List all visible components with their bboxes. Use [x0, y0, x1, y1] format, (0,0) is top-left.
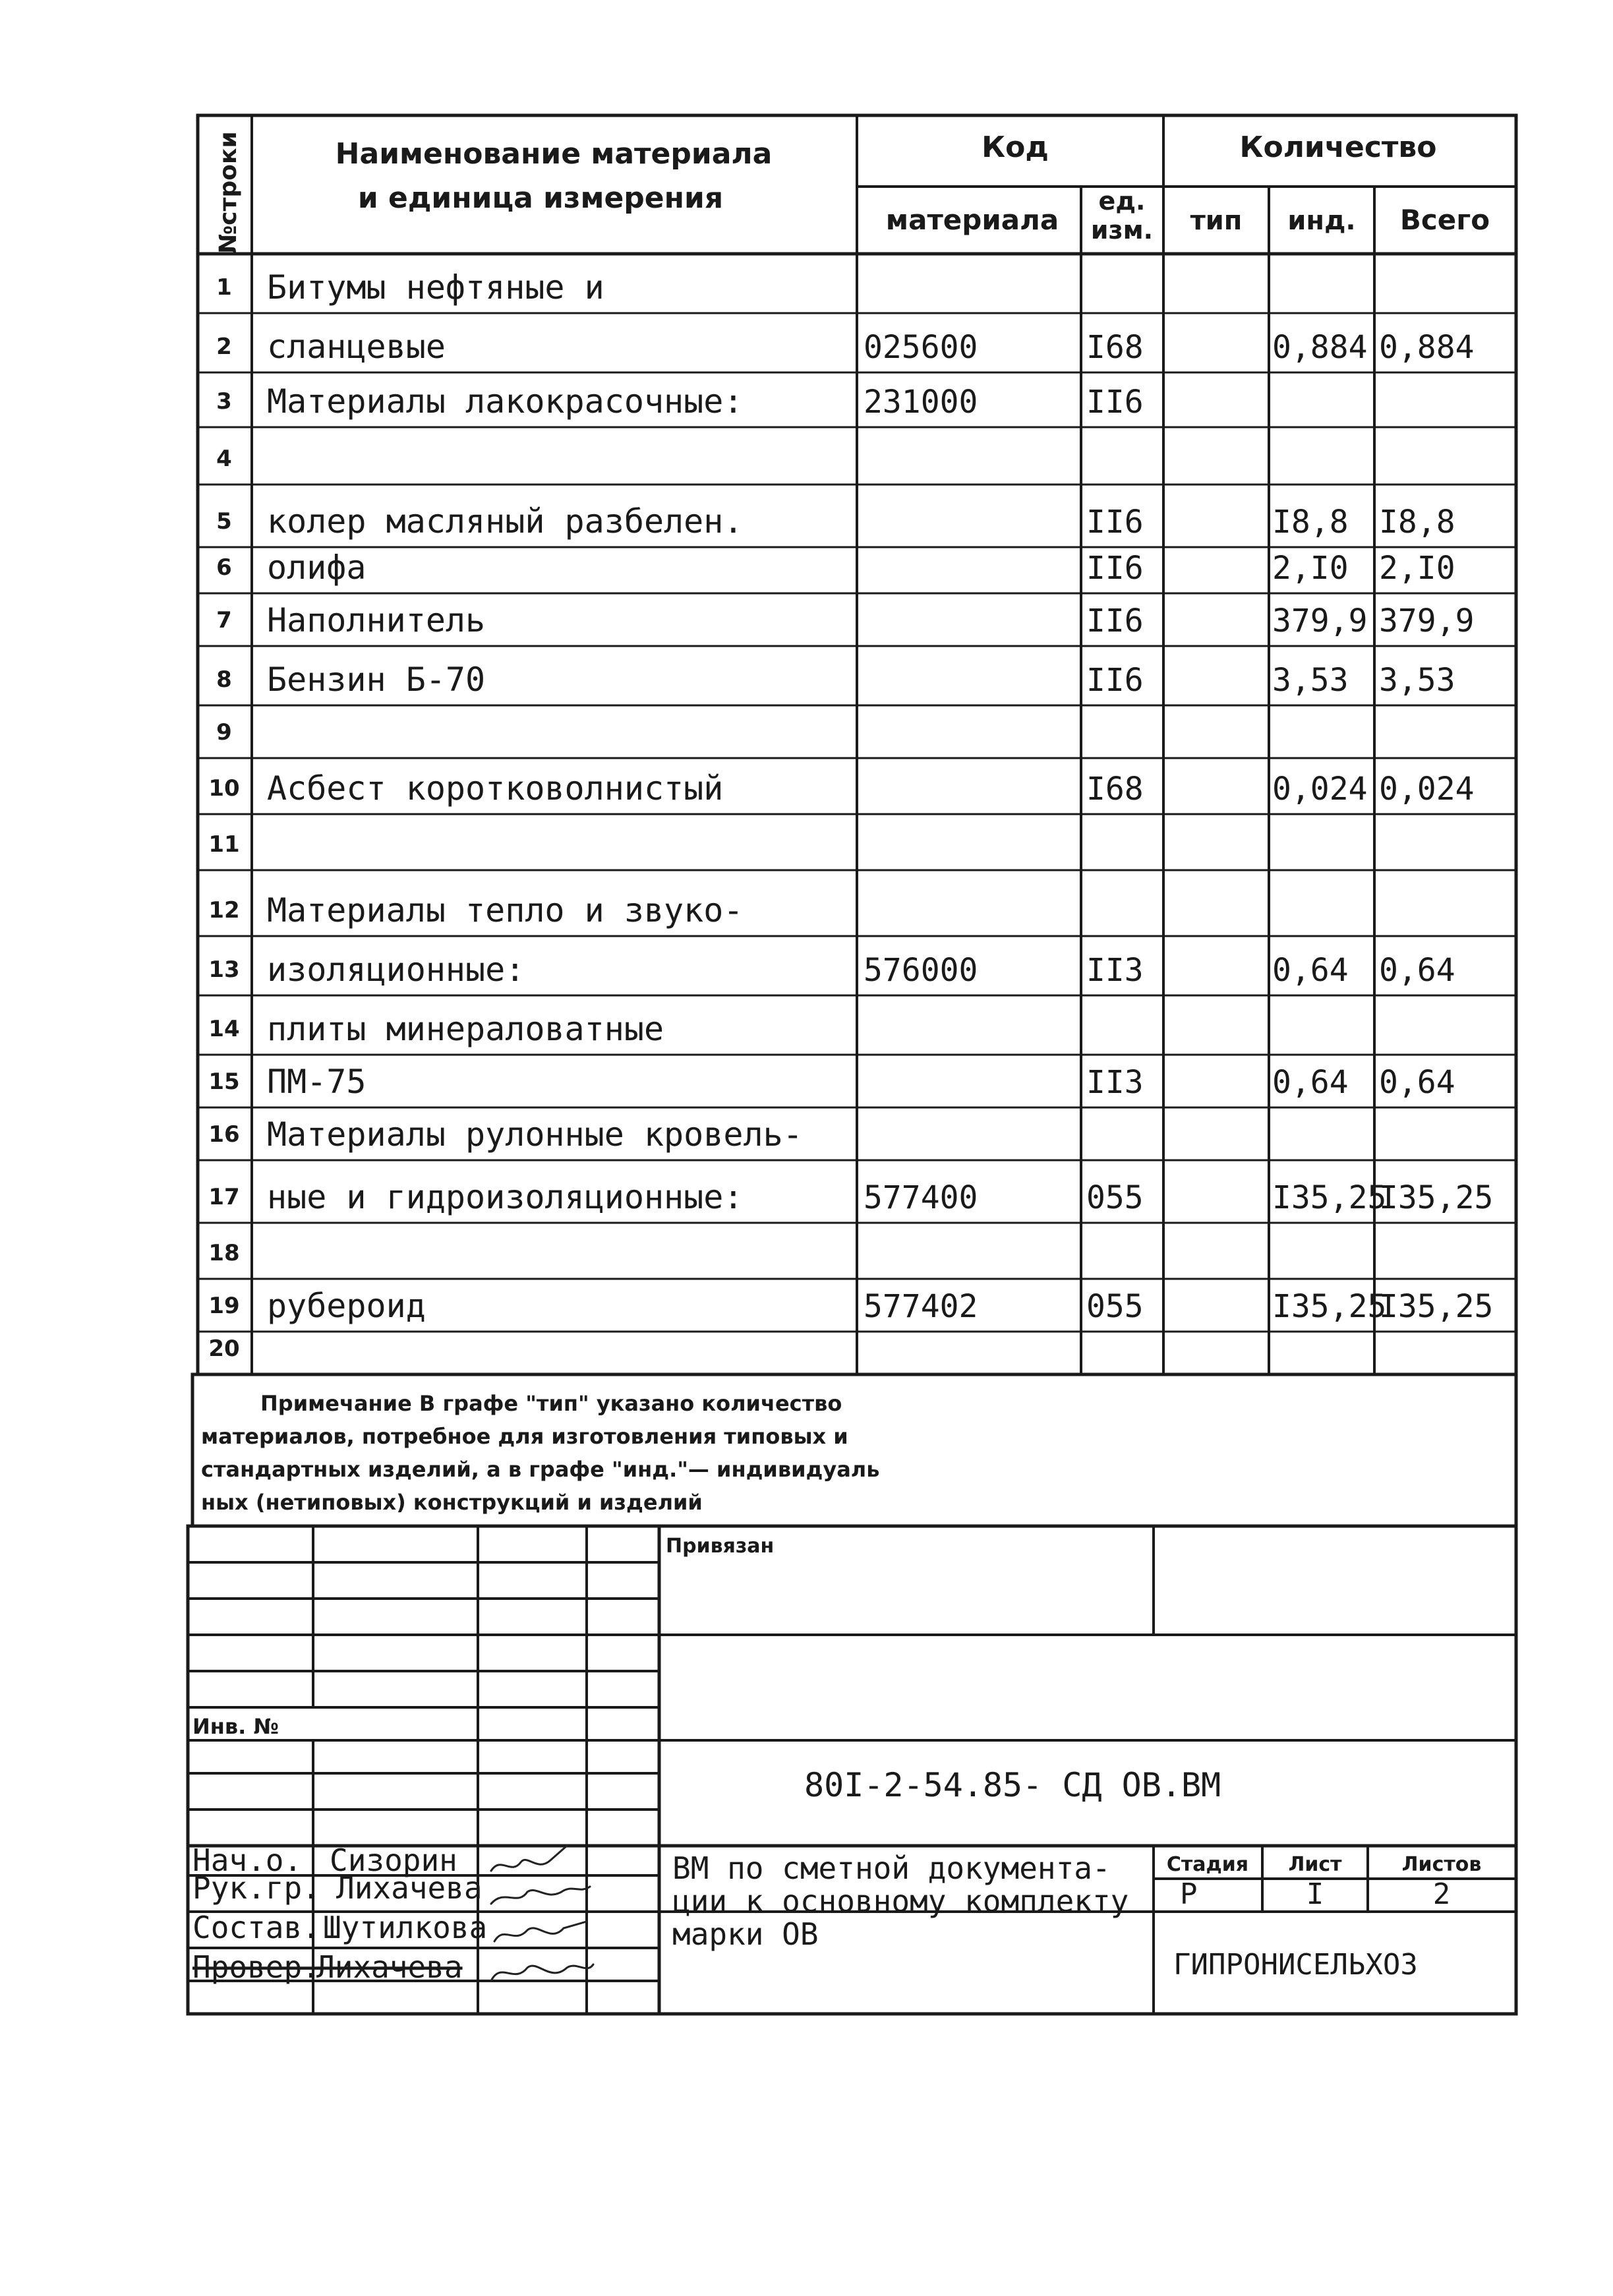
qty-ind: I35,25 — [1272, 1288, 1387, 1325]
qty-ind: I8,8 — [1272, 504, 1349, 541]
material-name: Материалы рулонные кровель- — [267, 1115, 803, 1154]
header-quantity: Количество — [1239, 131, 1437, 164]
table-row — [208, 1115, 802, 1154]
table-row — [216, 328, 1474, 366]
qty-ind: 0,884 — [1272, 329, 1368, 366]
row-number: 10 — [208, 775, 240, 802]
table-row — [208, 769, 1474, 808]
table-row — [208, 1240, 239, 1266]
material-name: рубероид — [267, 1287, 426, 1325]
table-row — [208, 1336, 239, 1362]
row-number: 20 — [208, 1336, 240, 1362]
row-number: 13 — [208, 957, 240, 983]
title-line-2: ции к основному комплекту — [672, 1883, 1129, 1919]
staff-name-4: Лихачева — [316, 1949, 463, 1985]
staff-name-3: Шутилкова — [323, 1910, 488, 1945]
note-block — [192, 1374, 1516, 1526]
material-name: Материалы лакокрасочные: — [267, 382, 744, 421]
title-block — [188, 1526, 1516, 2014]
qty-total: I8,8 — [1379, 504, 1455, 541]
table-row — [216, 719, 232, 746]
table-row — [216, 382, 1144, 421]
header-qty-type: тип — [1190, 206, 1243, 236]
material-name: ные и гидроизоляционные: — [267, 1178, 744, 1216]
table-row — [208, 831, 239, 858]
header-name-line2: и единица измерения — [357, 181, 724, 215]
note-line-1: Примечание В графе "тип" указано количество — [260, 1391, 842, 1416]
table-row — [208, 1010, 664, 1048]
header-name-line1: Наименование материала — [335, 137, 773, 171]
row-number: 16 — [208, 1121, 240, 1148]
staff-role-2: Рук.гр. — [192, 1870, 320, 1906]
staff-role-4: Провер. — [192, 1949, 320, 1985]
row-number: 5 — [216, 508, 232, 535]
table-row — [208, 1178, 1493, 1216]
unit-code: 055 — [1086, 1288, 1144, 1325]
sheet-label: Лист — [1288, 1853, 1342, 1876]
doc-code: 80I-2-54.85- СД ОВ.ВМ — [804, 1766, 1221, 1804]
unit-code: II6 — [1086, 603, 1144, 639]
row-number: 12 — [208, 897, 240, 924]
signature-2 — [491, 1887, 590, 1904]
row-number: 11 — [208, 831, 240, 858]
qty-total: 0,64 — [1379, 952, 1455, 989]
row-number: 3 — [216, 388, 232, 415]
material-name: изоляционные: — [267, 951, 525, 989]
staff-role-1: Нач.о. — [192, 1842, 303, 1878]
sheets-value: 2 — [1432, 1877, 1451, 1911]
header-code: Код — [982, 131, 1049, 164]
unit-code: II6 — [1086, 504, 1144, 541]
material-code: 231000 — [864, 384, 978, 421]
header-code-unit-2: изм. — [1090, 216, 1154, 245]
material-code: 576000 — [864, 952, 978, 989]
material-code: 025600 — [864, 329, 978, 366]
table-row — [216, 446, 232, 472]
signature-1 — [491, 1846, 567, 1871]
table-row — [208, 1287, 1493, 1325]
row-number: 1 — [216, 274, 232, 301]
privyazan-label: Привязан — [666, 1535, 775, 1558]
unit-code: II3 — [1086, 952, 1144, 989]
material-name: сланцевые — [267, 328, 446, 366]
qty-total: 379,9 — [1379, 603, 1475, 639]
material-name: олифа — [267, 548, 367, 587]
qty-total: I35,25 — [1379, 1288, 1494, 1325]
title-line-1: ВМ по сметной документа- — [672, 1850, 1111, 1886]
inv-no-label: Инв. № — [192, 1714, 279, 1739]
note-line-3: стандартных изделий, а в графе "инд."— индивидуаль — [201, 1457, 880, 1482]
note-line-4: ных (нетиповых) конструкций и изделий — [201, 1490, 703, 1515]
qty-ind: I35,25 — [1272, 1179, 1387, 1216]
unit-code: II6 — [1086, 662, 1144, 699]
unit-code: II6 — [1086, 550, 1144, 587]
sheets-label: Листов — [1401, 1853, 1482, 1876]
row-number: 18 — [208, 1240, 240, 1266]
signature-3 — [494, 1922, 587, 1941]
unit-code: I68 — [1086, 329, 1144, 366]
stage-value: Р — [1180, 1877, 1198, 1911]
table-row — [208, 891, 743, 929]
material-code: 577402 — [864, 1288, 978, 1325]
unit-code: I68 — [1086, 771, 1144, 808]
table-row — [216, 268, 604, 307]
org-name: ГИПРОНИСЕЛЬХОЗ — [1173, 1948, 1418, 1982]
row-number: 17 — [208, 1184, 240, 1210]
qty-ind: 2,I0 — [1272, 550, 1349, 587]
unit-code: 055 — [1086, 1179, 1144, 1216]
unit-code: II3 — [1086, 1064, 1144, 1101]
row-number: 7 — [216, 607, 232, 633]
row-number: 9 — [216, 719, 232, 746]
qty-ind: 379,9 — [1272, 603, 1368, 639]
material-name: ПМ-75 — [267, 1063, 367, 1101]
qty-total: 0,024 — [1379, 771, 1475, 808]
stage-label: Стадия — [1166, 1853, 1249, 1876]
qty-total: 3,53 — [1379, 662, 1455, 699]
material-code: 577400 — [864, 1179, 978, 1216]
qty-total: 2,I0 — [1379, 550, 1455, 587]
qty-total: 0,64 — [1379, 1064, 1455, 1101]
title-line-3: марки ОВ — [672, 1916, 819, 1952]
staff-name-1: Сизорин — [330, 1842, 457, 1878]
staff-name-2: Лихачева — [336, 1870, 483, 1906]
row-number: 19 — [208, 1293, 240, 1319]
material-name: Битумы нефтяные и — [267, 268, 604, 307]
staff-role-3: Состав. — [192, 1910, 320, 1945]
qty-total: I35,25 — [1379, 1179, 1494, 1216]
header-code-material: материала — [885, 204, 1059, 236]
material-name: плиты минераловатные — [267, 1010, 664, 1048]
table-row — [216, 601, 1474, 639]
qty-ind: 0,024 — [1272, 771, 1368, 808]
row-number: 6 — [216, 554, 232, 581]
note-line-2: материалов, потребное для изготовления типовых и — [201, 1424, 848, 1449]
row-number: 8 — [216, 666, 232, 693]
sheet-value: I — [1306, 1877, 1324, 1911]
material-name: Асбест коротковолнистый — [267, 769, 724, 808]
qty-ind: 0,64 — [1272, 1064, 1349, 1101]
header-code-unit-1: ед. — [1098, 187, 1146, 216]
qty-ind: 3,53 — [1272, 662, 1349, 699]
signature-4 — [491, 1964, 593, 1981]
qty-ind: 0,64 — [1272, 952, 1349, 989]
material-name: Бензин Б-70 — [267, 661, 486, 699]
material-name: Наполнитель — [267, 601, 486, 639]
header-qty-ind: инд. — [1287, 206, 1356, 236]
material-name: Материалы тепло и звуко- — [267, 891, 744, 929]
header-qty-total: Всего — [1399, 204, 1490, 236]
material-name: колер масляный разбелен. — [267, 502, 744, 541]
row-number: 14 — [208, 1016, 240, 1042]
qty-total: 0,884 — [1379, 329, 1475, 366]
unit-code: II6 — [1086, 384, 1144, 421]
row-number: 2 — [216, 334, 232, 360]
header-row-no: №строки — [215, 131, 242, 254]
row-number: 4 — [216, 446, 232, 472]
row-number: 15 — [208, 1069, 240, 1095]
